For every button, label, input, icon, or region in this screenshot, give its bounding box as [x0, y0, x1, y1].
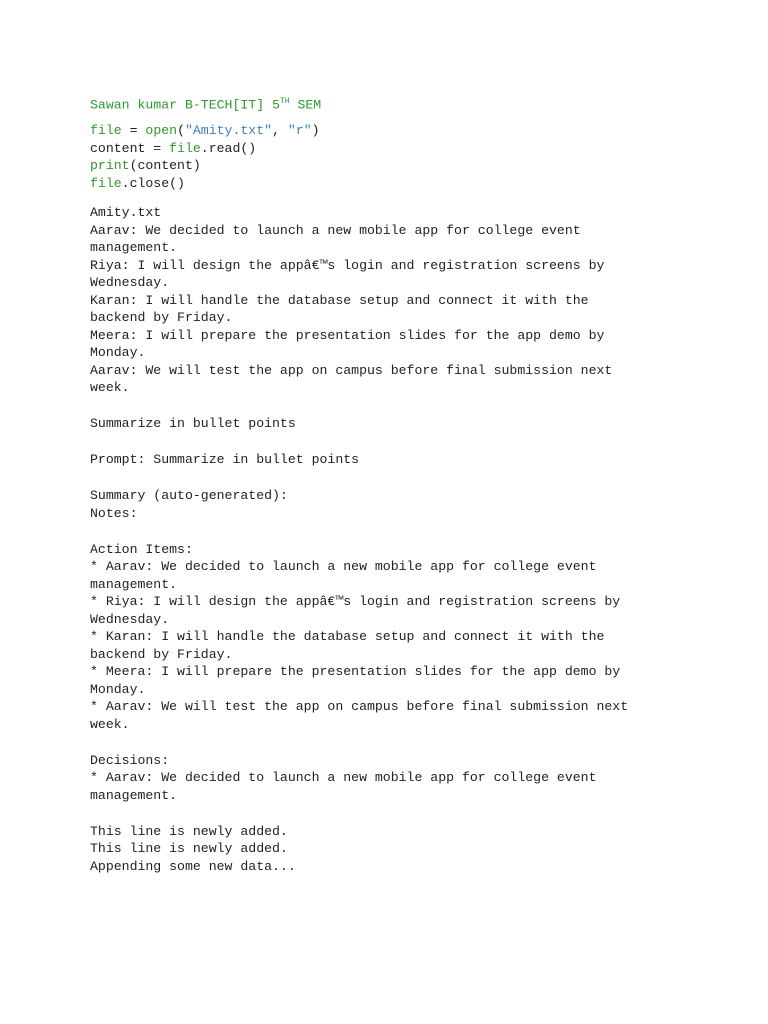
list-item: * Meera: I will prepare the presentation slides for the app demo by [90, 664, 621, 679]
code-text: .close() [121, 175, 185, 191]
code-fn: open [145, 123, 178, 138]
code-var: file [90, 123, 122, 138]
output-line: backend by Friday. [90, 310, 233, 325]
list-item: * Karan: I will handle the database setup and connect it with the [90, 629, 605, 644]
notes-heading: Notes: [90, 505, 138, 521]
code-eq: = [121, 123, 146, 138]
spacer [90, 733, 730, 752]
action-items-section [90, 541, 730, 734]
list-item: Wednesday. [90, 611, 170, 627]
list-item: * Riya: I will design the appâ€™s login and registration screens by [90, 594, 621, 609]
output-line: Monday. [90, 345, 146, 360]
code-fn: print [90, 158, 130, 173]
list-item: * Aarav: We decided to launch a new mobile app for college event [90, 559, 597, 574]
output-line: Meera: I will prepare the presentation slides for the app demo by [90, 327, 605, 343]
code-line-close [90, 175, 730, 193]
code-paren: ) [311, 123, 320, 138]
appended-line: This line is newly added. [90, 841, 288, 856]
code-line-read [90, 140, 730, 158]
code-comma: , [272, 123, 288, 138]
code-paren: ( [177, 123, 185, 138]
output-line: week. [90, 380, 130, 395]
output-line: management. [90, 240, 178, 255]
list-item: management. [90, 576, 178, 592]
code-string: "r" [287, 123, 312, 138]
appended-line: Appending some new data... [90, 858, 296, 874]
code-block [90, 122, 730, 192]
list-item: week. [90, 716, 130, 732]
code-text: (content) [129, 158, 201, 173]
header-semester: SEM [289, 97, 322, 113]
output-line: Riya: I will design the appâ€™s login and registration screens by [90, 257, 605, 273]
output-line: Aarav: We will test the app on campus before final submission next [90, 362, 613, 378]
list-item: Monday. [90, 681, 146, 697]
spacer [90, 522, 730, 541]
code-text: .read() [200, 140, 257, 156]
output-line: Karan: I will handle the database setup and connect it with the [90, 292, 589, 308]
code-line-open [90, 122, 730, 140]
list-item: * Aarav: We will test the app on campus before final submission next [90, 699, 629, 714]
output-line: Amity.txt [90, 205, 162, 220]
list-item: management. [90, 787, 178, 803]
code-text: content = [90, 140, 170, 156]
summary-heading: Summary (auto-generated): [90, 488, 288, 503]
header-name: Sawan kumar B-TECH[IT] 5 [90, 97, 280, 113]
code-var: file [90, 175, 122, 191]
prompt-line: Prompt: Summarize in bullet points [90, 452, 360, 467]
header-superscript: TH [279, 97, 290, 106]
code-string: "Amity.txt" [184, 123, 273, 138]
instruction-line: Summarize in bullet points [90, 416, 296, 431]
appended-line: This line is newly added. [90, 823, 288, 839]
spacer [90, 433, 730, 452]
code-var: file [169, 140, 201, 156]
list-item: backend by Friday. [90, 646, 233, 662]
action-items-heading: Action Items: [90, 541, 193, 557]
spacer [90, 469, 730, 488]
output-line: Aarav: We decided to launch a new mobile app for college event [90, 222, 581, 238]
decisions-section [90, 752, 730, 805]
spacer [90, 397, 730, 416]
file-output [90, 204, 730, 397]
code-line-print [90, 157, 730, 175]
list-item: * Aarav: We decided to launch a new mobile app for college event [90, 770, 597, 785]
decisions-heading: Decisions: [90, 752, 170, 768]
appended-section [90, 823, 730, 876]
output-line: Wednesday. [90, 275, 170, 290]
summary-section [90, 487, 730, 522]
document-page [90, 92, 730, 875]
spacer [90, 804, 730, 823]
document-header [90, 92, 730, 111]
